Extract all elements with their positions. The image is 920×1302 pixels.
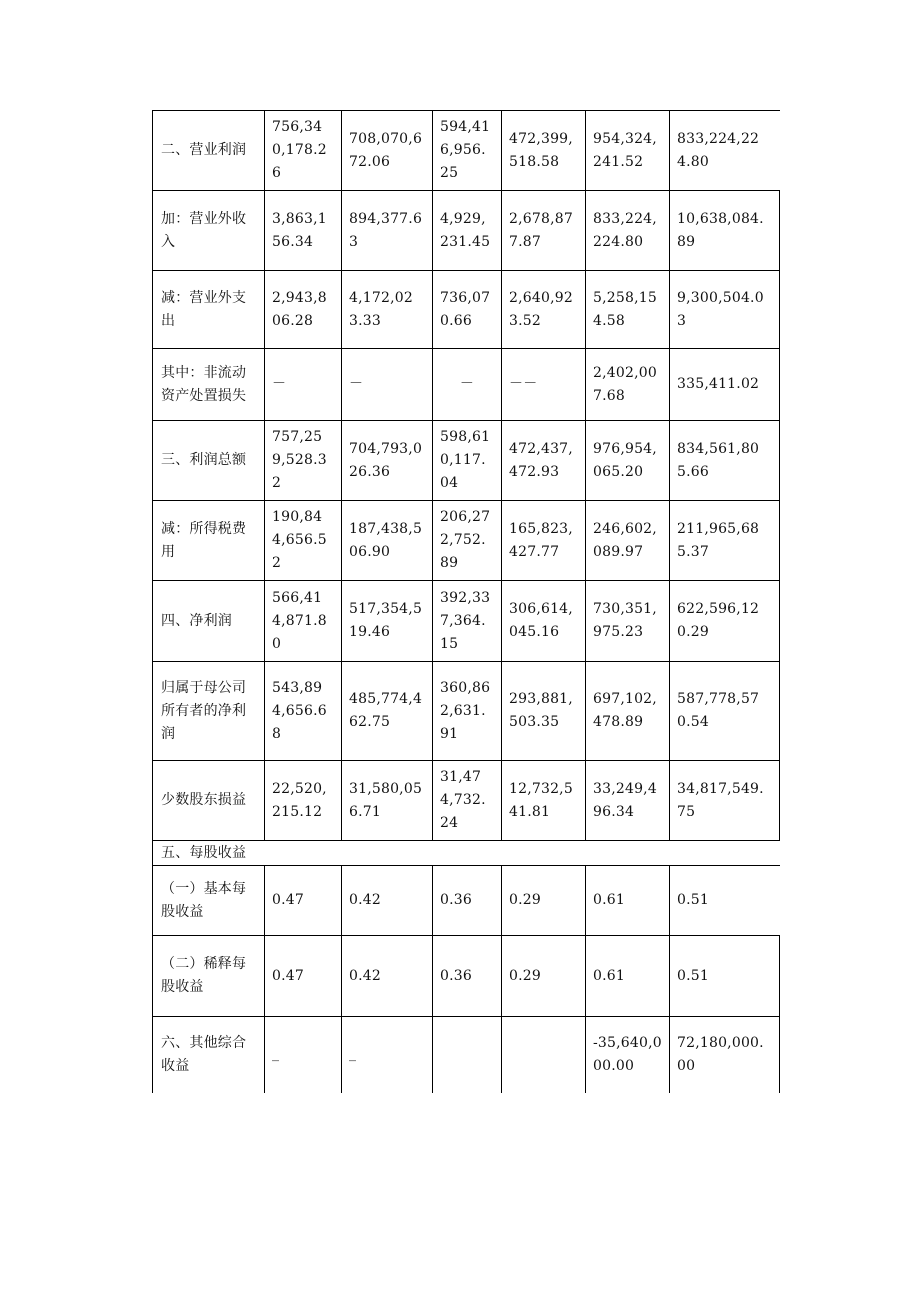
- table-cell: 587,778,570.54: [670, 662, 780, 761]
- table-cell: 833,224,224.80: [586, 191, 670, 271]
- table-cell: 622,596,120.29: [670, 581, 780, 662]
- table-row: [153, 421, 780, 501]
- row-label: 三、利润总额: [153, 421, 265, 501]
- table-cell: 0.42: [342, 936, 433, 1017]
- table-cell: 834,561,805.66: [670, 421, 780, 501]
- table-cell: 954,324,241.52: [586, 111, 670, 191]
- table-cell: _: [265, 1017, 342, 1093]
- table-cell: 0.42: [342, 866, 433, 936]
- table-cell: －: [265, 349, 342, 421]
- table-cell: －－: [502, 349, 586, 421]
- table-cell: 543,894,656.68: [265, 662, 342, 761]
- table-cell: 335,411.02: [670, 349, 780, 421]
- table-cell: 517,354,519.46: [342, 581, 433, 662]
- table-cell: 730,351,975.23: [586, 581, 670, 662]
- table-cell: [502, 1017, 586, 1093]
- section-title: 五、每股收益: [153, 841, 265, 866]
- table-cell: 4,172,023.33: [342, 271, 433, 349]
- table-cell: 31,474,732.24: [433, 761, 502, 841]
- table-cell: 0.47: [265, 866, 342, 936]
- row-label: 二、营业利润: [153, 111, 265, 191]
- table-cell: 0.47: [265, 936, 342, 1017]
- table-cell: 9,300,504.03: [670, 271, 780, 349]
- table-row: [153, 866, 780, 936]
- table-cell: 392,337,364.15: [433, 581, 502, 662]
- table-cell: 598,610,117.04: [433, 421, 502, 501]
- table-cell: 360,862,631.91: [433, 662, 502, 761]
- table-row: [153, 662, 780, 761]
- table-row: [153, 581, 780, 662]
- table-cell: 293,881,503.35: [502, 662, 586, 761]
- table-cell: 211,965,685.37: [670, 501, 780, 581]
- table-cell: 0.36: [433, 866, 502, 936]
- row-label: 四、净利润: [153, 581, 265, 662]
- table-cell: 2,402,007.68: [586, 349, 670, 421]
- table-row: [153, 191, 780, 271]
- table-cell: _: [342, 1017, 433, 1093]
- table-cell: 165,823,427.77: [502, 501, 586, 581]
- table-cell: 10,638,084.89: [670, 191, 780, 271]
- table-cell: 0.61: [586, 936, 670, 1017]
- row-label: 加：营业外收入: [153, 191, 265, 271]
- row-label: 减：所得税费用: [153, 501, 265, 581]
- table-cell: 0.51: [670, 866, 780, 936]
- table-cell: 33,249,496.34: [586, 761, 670, 841]
- table-row: [153, 349, 780, 421]
- table-cell: 3,863,156.34: [265, 191, 342, 271]
- table-cell: 472,399,518.58: [502, 111, 586, 191]
- table-cell: 0.51: [670, 936, 780, 1017]
- table-cell: 2,678,877.87: [502, 191, 586, 271]
- income-statement-table: [152, 110, 780, 1093]
- table-cell: 566,414,871.80: [265, 581, 342, 662]
- table-cell: 22,520,215.12: [265, 761, 342, 841]
- table-row: [153, 111, 780, 191]
- table-cell: 0.36: [433, 936, 502, 1017]
- table-cell: 757,259,528.32: [265, 421, 342, 501]
- table-cell: 0.29: [502, 866, 586, 936]
- table-cell: 594,416,956.25: [433, 111, 502, 191]
- row-label: 少数股东损益: [153, 761, 265, 841]
- row-label: 其中：非流动资产处置损失: [153, 349, 265, 421]
- row-label: 归属于母公司所有者的净利润: [153, 662, 265, 761]
- table-cell: －: [433, 349, 502, 421]
- table-cell: 708,070,672.06: [342, 111, 433, 191]
- table-cell: 34,817,549.75: [670, 761, 780, 841]
- row-label: （二）稀释每股收益: [153, 936, 265, 1017]
- table-cell: 756,340,178.26: [265, 111, 342, 191]
- table-cell: 4,929,231.45: [433, 191, 502, 271]
- table-cell: 485,774,462.75: [342, 662, 433, 761]
- table-cell: 0.61: [586, 866, 670, 936]
- table-row: [153, 271, 780, 349]
- table-cell: 187,438,506.90: [342, 501, 433, 581]
- table-row: [153, 501, 780, 581]
- table-cell: 472,437,472.93: [502, 421, 586, 501]
- row-label: （一）基本每股收益: [153, 866, 265, 936]
- table-cell: 736,070.66: [433, 271, 502, 349]
- table-cell: 0.29: [502, 936, 586, 1017]
- table-cell: 976,954,065.20: [586, 421, 670, 501]
- table-row: [153, 936, 780, 1017]
- table-cell: 31,580,056.71: [342, 761, 433, 841]
- section-header-row: [153, 841, 780, 866]
- table-cell: 190,844,656.52: [265, 501, 342, 581]
- table-cell: [433, 1017, 502, 1093]
- table-cell: 697,102,478.89: [586, 662, 670, 761]
- table-cell: 306,614,045.16: [502, 581, 586, 662]
- table-cell: 12,732,541.81: [502, 761, 586, 841]
- table-cell: 2,943,806.28: [265, 271, 342, 349]
- table-cell: 894,377.63: [342, 191, 433, 271]
- table-cell: 833,224,224.80: [670, 111, 780, 191]
- table-cell: -35,640,000.00: [586, 1017, 670, 1093]
- table-cell: 704,793,026.36: [342, 421, 433, 501]
- table-row: [153, 761, 780, 841]
- table-cell: －: [342, 349, 433, 421]
- table-row: [153, 1017, 780, 1093]
- table-cell: 246,602,089.97: [586, 501, 670, 581]
- table-cell: 72,180,000.00: [670, 1017, 780, 1093]
- row-label: 减：营业外支出: [153, 271, 265, 349]
- table-cell: 206,272,752.89: [433, 501, 502, 581]
- table-cell: 5,258,154.58: [586, 271, 670, 349]
- row-label: 六、其他综合收益: [153, 1017, 265, 1093]
- table-cell: 2,640,923.52: [502, 271, 586, 349]
